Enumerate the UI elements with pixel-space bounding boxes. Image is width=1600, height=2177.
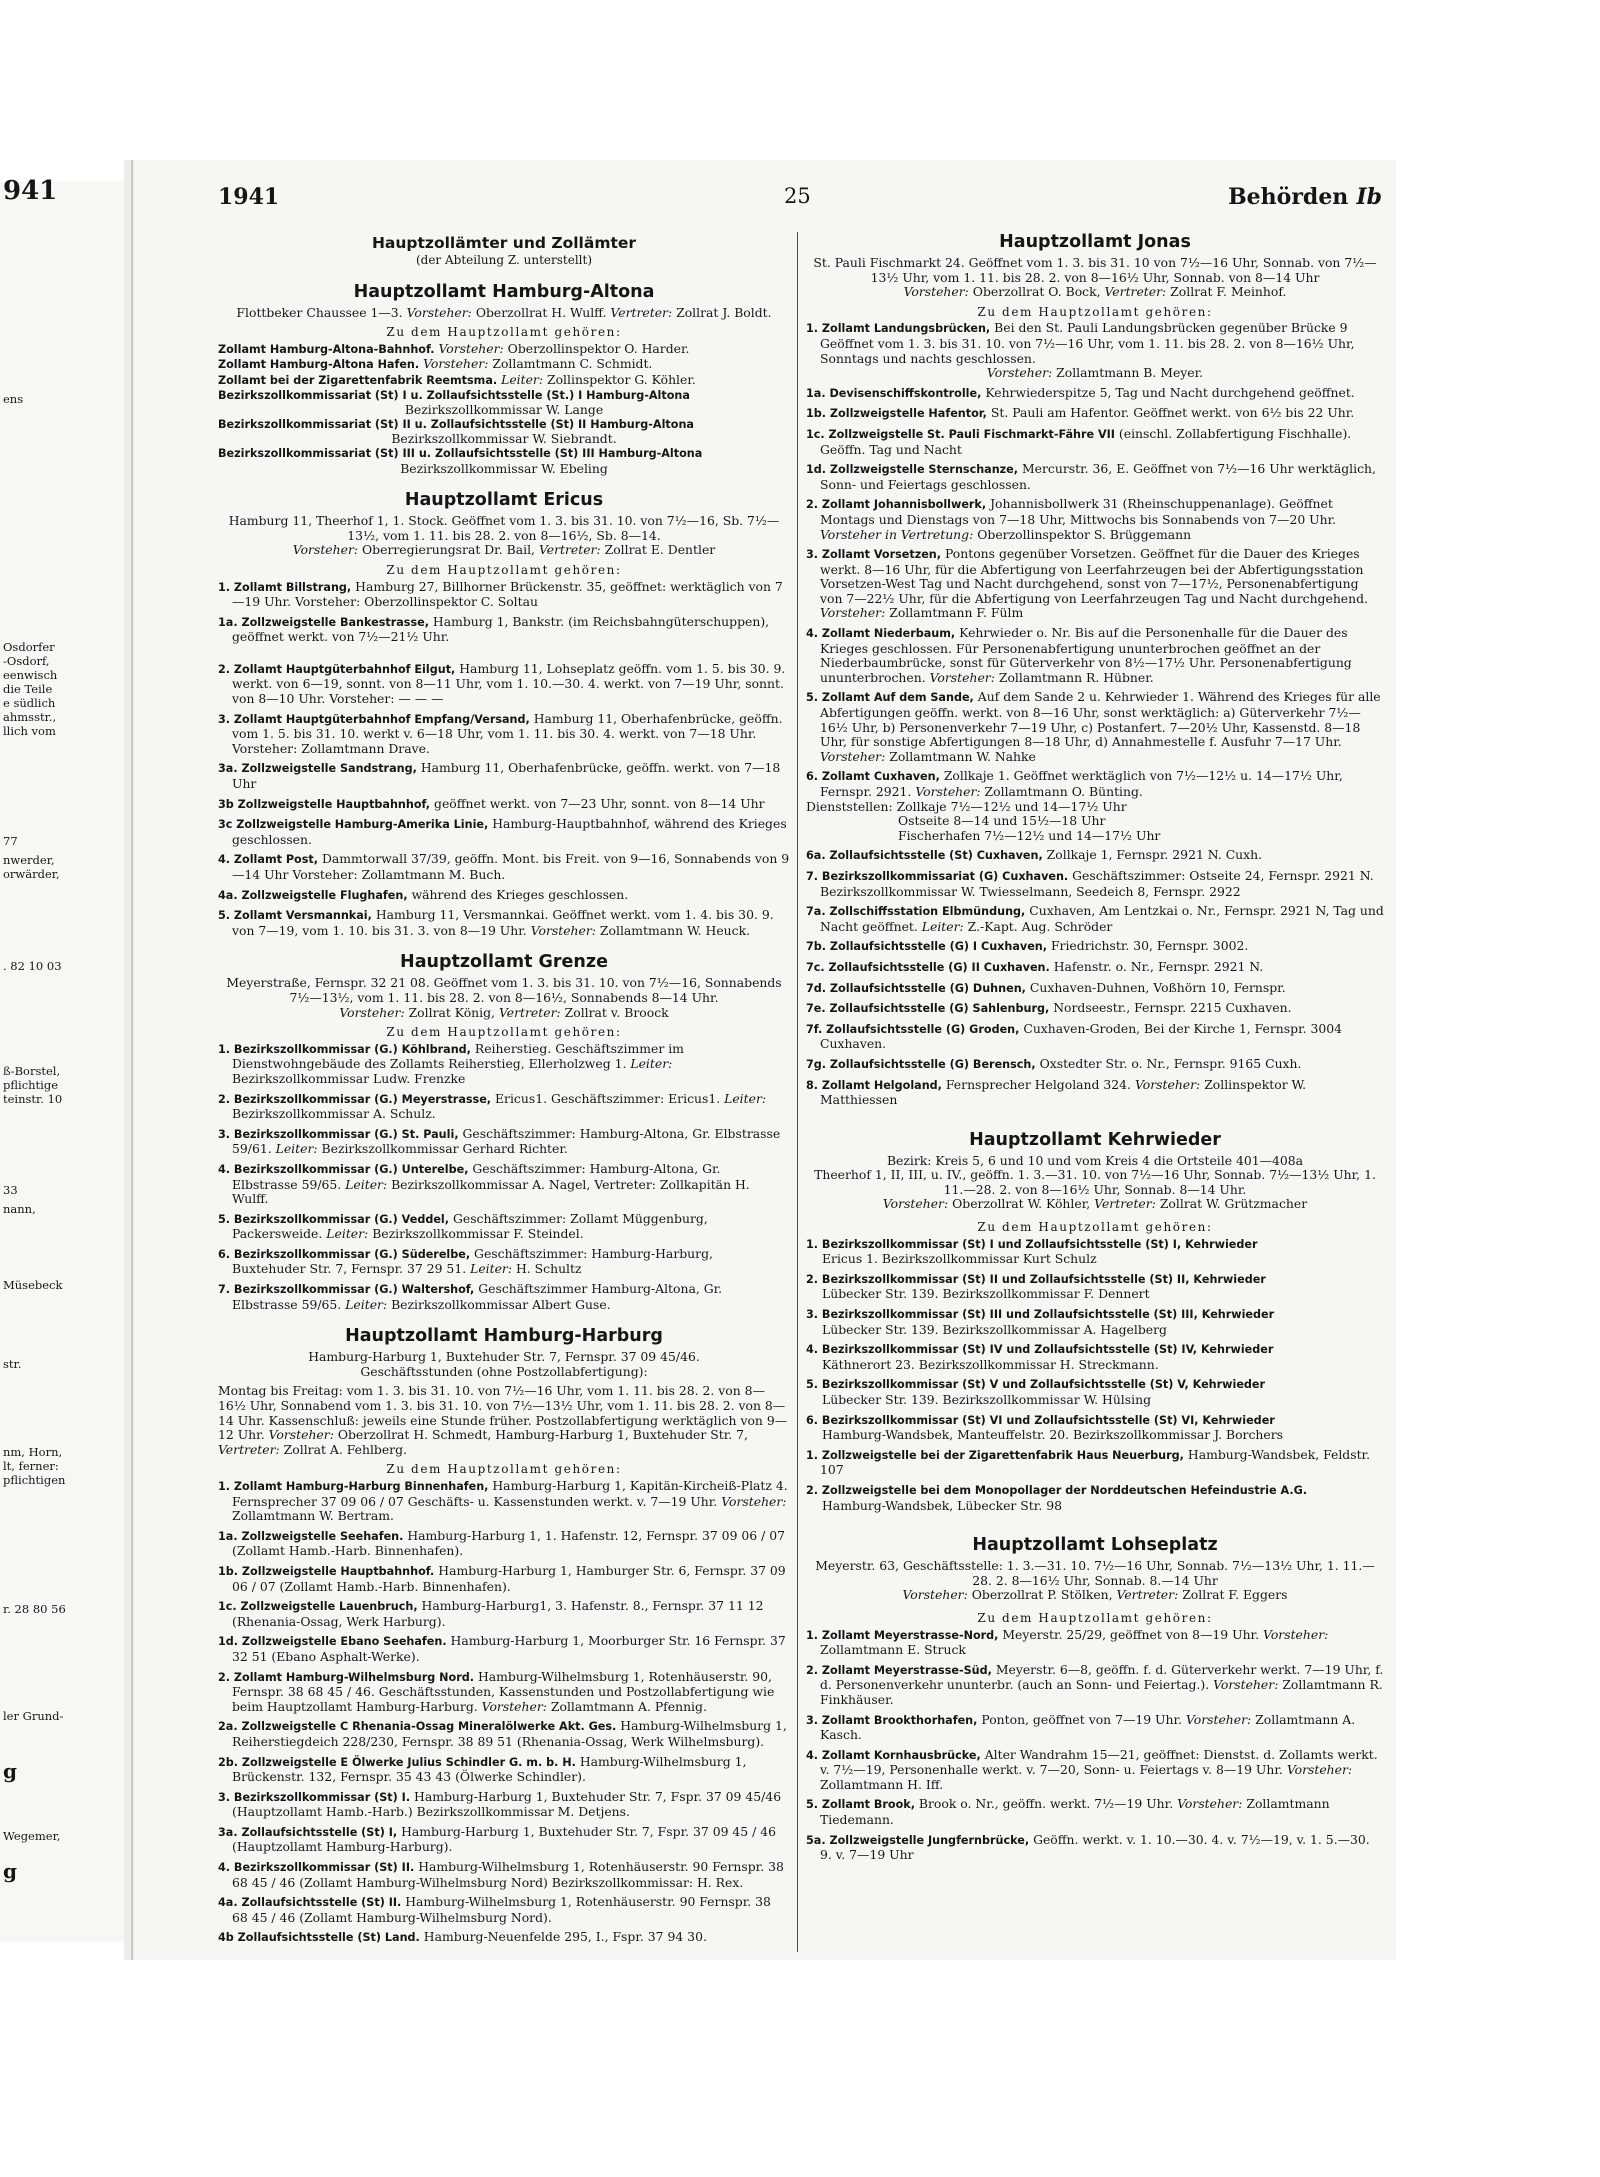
office-staff: Vorsteher: Zollrat König, Vertreter: Zollrat v. Broock bbox=[339, 1004, 669, 1020]
list-item: 3. Zollamt Vorsetzen, Pontons gegenüber Vorsetzen. Geöffnet für die Dauer des Krieges werkt. 8—16 Uhr, für die Abfertigung von Leerfahrzeugen bei der Abfertigungsstation Vorsetzen-West Tag und Nacht durchgehend, sonst von 7—17½, Personenabfertigung von 7—22½ Uhr, für die Abfertigung von Leerfahrzeugen Tag und Nacht durchgehend. Vorsteher: Zollamtmann F. Fülm bbox=[806, 546, 1368, 621]
list-item: 7e. Zollaufsichtsstelle (G) Sahlenburg, Nordseestr., Fernspr. 2215 Cuxhaven. bbox=[806, 1000, 1292, 1016]
list-item: 7. Bezirkszollkommissar (G.) Waltershof, Geschäftszimmer Hamburg-Altona, Gr. Elbstrasse 59/65. Leiter: Bezirkszollkommissar Albert Guse. bbox=[218, 1281, 723, 1312]
margin-fragment: g bbox=[3, 1859, 17, 1883]
margin-fragment: lt, ferner: bbox=[3, 1459, 59, 1473]
office-title: Hauptzollamt Hamburg-Altona bbox=[353, 281, 655, 302]
margin-fragment: -Osdorf, bbox=[3, 654, 50, 668]
list-item: 5. Bezirkszollkommissar (G.) Veddel, Geschäftszimmer: Zollamt Müggenburg, Packersweide. Leiter: Bezirkszollkommissar F. Steindel. bbox=[218, 1210, 708, 1242]
list-item: 1. Bezirkszollkommissar (St) I und Zollaufsichtsstelle (St) I, Kehrwieder Ericus 1. Bezirkszollkommissar Kurt Schulz bbox=[806, 1237, 1258, 1267]
office-title: Hauptzollamt Lohseplatz bbox=[972, 1535, 1218, 1556]
list-item: 1d. Zollzweigstelle Ebano Seehafen. Hamburg-Harburg 1, Moorburger Str. 16 Fernspr. 37 32 51 (Ebano Asphalt-Werke). bbox=[218, 1633, 786, 1664]
subordinate-heading: Zu dem Hauptzollamt gehören: bbox=[386, 1025, 622, 1040]
list-item: 5. Zollamt Auf dem Sande, Auf dem Sande 2 u. Kehrwieder 1. Während des Krieges für alle Abfertigungen geöffn. werkt. von 8—16 Uhr, sonst werktäglich: a) Güterverkehr 7½—16½ Uhr, b) Personenverkehr 7—19 Uhr, c) Postanfert. 7—20½ Uhr, Kassenstd. 8—18 Uhr, für sonstige Abfertigungen 8—18 Uhr, d) Annahmestelle f. Ausfuhr 7—17 Uhr. Vorsteher: Zollamtmann W. Nahke bbox=[806, 689, 1381, 764]
list-item: 4. Zollamt Kornhausbrücke, Alter Wandrahm 15—21, geöffnet: Dienstst. d. Zollamts werkt. v. 7½—19, Personenhalle werkt. v. 7—20, Sonn- u. Feiertags v. 8—19 Uhr. Vorsteher: Zollamtmann H. Iff. bbox=[806, 1746, 1378, 1792]
list-item: 1b. Zollzweigstelle Hauptbahnhof. Hamburg-Harburg 1, Hamburger Str. 6, Fernspr. 37 09 06 / 07 (Zollamt Hamb.-Harb. Binnenhafen). bbox=[218, 1562, 786, 1594]
list-item: 3. Zollamt Hauptgüterbahnhof Empfang/Versand, Hamburg 11, Oberhafenbrücke, geöffn. vom 1. 5. bis 31. 10. werkt v. 6—18 Uhr, vom 1. 11. bis 30. 4. werkt. von 7—18 Uhr. Vorsteher: Zollamtmann Drave. bbox=[218, 710, 783, 756]
list-item: 2b. Zollzweigstelle E Ölwerke Julius Schindler G. m. b. H. Hamburg-Wilhelmsburg 1, Brückenstr. 132, Fernspr. 35 43 43 (Ölwerke Schindler). bbox=[218, 1753, 747, 1785]
list-item: 5. Bezirkszollkommissar (St) V und Zollaufsichtsstelle (St) V, Kehrwieder Lübecker Str. 139. Bezirkszollkommissar W. Hülsing bbox=[806, 1378, 1266, 1407]
office-title: Hauptzollamt Jonas bbox=[999, 232, 1191, 252]
margin-fragment: e südlich bbox=[3, 696, 56, 710]
subordinate-heading: Zu dem Hauptzollamt gehören: bbox=[977, 1610, 1213, 1625]
list-item: 4a. Zollzweigstelle Flughafen, während des Krieges geschlossen. bbox=[218, 886, 629, 902]
margin-fragment: g bbox=[3, 1759, 17, 1783]
office-district: Bezirk: Kreis 5, 6 und 10 und vom Kreis 4 die Ortsteile 401—408a bbox=[886, 1152, 1304, 1168]
list-item: 1a. Zollzweigstelle Bankestrasse, Hamburg 1, Bankstr. (im Reichsbahngüterschuppen), geöffnet werkt. von 7½—21½ Uhr. bbox=[218, 613, 770, 645]
list-item: 5a. Zollzweigstelle Jungfernbrücke, Geöffn. werkt. v. 1. 10.—30. 4. v. 7½—19, v. 1. 5.—30. 9. v. 7—19 Uhr bbox=[806, 1831, 1370, 1863]
office-address: Theerhof 1, II, III, u. IV., geöffn. 1. 3.—31. 10. von 7½—16 Uhr, Sonnab. 7½—13½ Uhr, 1. 11.—28. 2. von 8—16½ Uhr, Sonnab. 8—14 Uhr. bbox=[814, 1167, 1376, 1197]
list-item: Zollamt bei der Zigarettenfabrik Reemtsma. Leiter: Zollinspektor G. Köhler. bbox=[218, 371, 696, 387]
list-item: 3. Bezirkszollkommissar (G.) St. Pauli, Geschäftszimmer: Hamburg-Altona, Gr. Elbstrasse 59/61. Leiter: Bezirkszollkommissar Gerhard Richter. bbox=[218, 1125, 781, 1157]
office-title: Hauptzollamt Grenze bbox=[400, 952, 608, 973]
list-item: 1a. Zollzweigstelle Seehafen. Hamburg-Harburg 1, 1. Hafenstr. 12, Fernspr. 37 09 06 / 07 (Zollamt Hamb.-Harb. Binnenhafen). bbox=[218, 1527, 785, 1559]
main-title: Hauptzollämter und Zollämter bbox=[371, 234, 637, 252]
list-item: 1. Zollzweigstelle bei der Zigarettenfabrik Haus Neuerburg, Hamburg-Wandsbek, Feldstr. 107 bbox=[806, 1446, 1371, 1478]
list-item: 7c. Zollaufsichtsstelle (G) II Cuxhaven. Hafenstr. o. Nr., Fernspr. 2921 N. bbox=[806, 958, 1264, 974]
list-item: 4. Bezirkszollkommissar (St) IV und Zollaufsichtsstelle (St) IV, Kehrwieder Käthnerort 23. Bezirkszollkommissar H. Streckmann. bbox=[806, 1343, 1274, 1372]
list-item: 4b Zollaufsichtsstelle (St) Land. Hamburg-Neuenfelde 295, I., Fspr. 37 94 30. bbox=[218, 1929, 707, 1945]
office-address: St. Pauli Fischmarkt 24. Geöffnet vom 1. 3. bis 31. 10 von 7½—16 Uhr, Sonnab. von 7½—13½ Uhr, vom 1. 11. bis 28. 2. von 8—16½ Uhr, Sonnab. von 8—14 Uhr bbox=[813, 255, 1377, 285]
office-staff: Vorsteher: Oberregierungsrat Dr. Bail, Vertreter: Zollrat E. Dentler bbox=[292, 542, 716, 558]
margin-fragment: ens bbox=[3, 392, 24, 406]
office-address: Meyerstraße, Fernspr. 32 21 08. Geöffnet vom 1. 3. bis 31. 10. von 7½—16, Sonnabends 7½—13½, vom 1. 11. bis 28. 2. von 8—16½, Sonnabends 8—14 Uhr. bbox=[226, 975, 782, 1005]
office-staff: Vorsteher: Oberzollrat O. Bock, Vertreter: Zollrat F. Meinhof. bbox=[903, 284, 1287, 300]
margin-fragment: ahmsstr., bbox=[3, 710, 57, 724]
margin-fragment: nann, bbox=[3, 1202, 36, 1216]
office-title: Hauptzollamt Kehrwieder bbox=[969, 1129, 1221, 1150]
list-item: 1. Zollamt Landungsbrücken, Bei den St. Pauli Landungsbrücken gegenüber Brücke 9 Geöffnet vom 1. 3. bis 31. 10. von 7½—16 Uhr, vom 1. 11. bis 28. 2. von 8—16½ Uhr, Sonntags und nachts geschlossen. Vorsteher: Zollamtmann B. Meyer. bbox=[806, 320, 1355, 381]
left-column bbox=[218, 228, 790, 1957]
list-item: 6. Bezirkszollkommissar (St) VI und Zollaufsichtsstelle (St) VI, Kehrwieder Hamburg-Wandsbek, Manteuffelstr. 20. Bezirkszollkommissar J. Borchers bbox=[806, 1413, 1283, 1443]
list-item: Zollamt Hamburg-Altona-Bahnhof. Vorsteher: Oberzollinspektor O. Harder. bbox=[218, 340, 690, 356]
office-staff: Vorsteher: Oberzollrat W. Köhler, Vertreter: Zollrat W. Grützmacher bbox=[882, 1196, 1308, 1212]
list-item: 4a. Zollaufsichtsstelle (St) II. Hamburg-Wilhelmsburg 1, Rotenhäuserstr. 90 Fernspr. 38 68 45 / 46 (Zollamt Hamburg-Wilhelmsburg Nord). bbox=[218, 1894, 771, 1925]
list-item: 1d. Zollzweigstelle Sternschanze, Mercurstr. 36, E. Geöffnet von 7½—16 Uhr werktäglich, Sonn- und Feiertags geschlossen. bbox=[806, 461, 1376, 492]
right-column bbox=[806, 228, 1384, 1957]
margin-fragment: ß-Borstel, bbox=[3, 1064, 61, 1078]
list-item: Bezirkszollkommissariat (St) I u. Zollaufsichtsstelle (St.) I Hamburg-Altona Bezirkszollkommissar W. Lange bbox=[218, 388, 690, 418]
margin-fragment: pflichtige bbox=[3, 1078, 59, 1092]
office-title: Hauptzollamt Ericus bbox=[404, 490, 604, 511]
list-item: 7g. Zollaufsichtsstelle (G) Berensch, Oxstedter Str. o. Nr., Fernspr. 9165 Cuxh. bbox=[806, 1055, 1302, 1071]
margin-fragment: ler Grund- bbox=[3, 1709, 64, 1723]
adjacent-page-strip bbox=[0, 176, 124, 1942]
margin-fragment: . 82 10 03 bbox=[3, 959, 62, 973]
list-item: 2. Bezirkszollkommissar (St) II und Zollaufsichtsstelle (St) II, Kehrwieder Lübecker Str. 139. Bezirkszollkommissar F. Dennert bbox=[806, 1272, 1266, 1302]
list-item: 1. Bezirkszollkommissar (G.) Köhlbrand, Reiherstieg. Geschäftszimmer im Dienstwohngebäude des Zollamts Reiherstieg, Ellerholzweg 1. Leiter: Bezirkszollkommissar Ludw. Frenzke bbox=[218, 1040, 684, 1086]
gutter-line bbox=[131, 160, 133, 1960]
list-item: 2. Bezirkszollkommissar (G.) Meyerstrasse, Ericus1. Geschäftszimmer: Ericus1. Leiter: Bezirkszollkommissar A. Schulz. bbox=[218, 1090, 767, 1122]
office-staff: Vorsteher: Oberzollrat P. Stölken, Vertreter: Zollrat F. Eggers bbox=[902, 1587, 1288, 1603]
list-item: 3c Zollzweigstelle Hamburg-Amerika Linie, Hamburg-Hauptbahnhof, während des Krieges geschlossen. bbox=[218, 816, 787, 847]
office-address: Hamburg-Harburg 1, Buxtehuder Str. 7, Fernspr. 37 09 45/46. bbox=[308, 1349, 700, 1365]
list-item: 1. Zollamt Hamburg-Harburg Binnenhafen, Hamburg-Harburg 1, Kapitän-Kircheiß-Platz 4. Fernsprecher 37 09 06 / 07 Geschäfts- u. Kassenstunden werkt. v. 7—19 Uhr. Vorsteher: Zollamtmann W. Bertram. bbox=[218, 1478, 788, 1524]
section-label: Behörden bbox=[1228, 184, 1349, 210]
list-item: 3. Zollamt Brookthorhafen, Ponton, geöffnet von 7—19 Uhr. Vorsteher: Zollamtmann A. Kasch. bbox=[806, 1711, 1356, 1743]
list-item: 3a. Zollaufsichtsstelle (St) I, Hamburg-Harburg 1, Buxtehuder Str. 7, Fspr. 37 09 45 / 46 (Hauptzollamt Hamburg-Harburg). bbox=[218, 1823, 776, 1855]
list-item: 2. Zollamt Johannisbollwerk, Johannisbollwerk 31 (Rheinschuppenanlage). Geöffnet Montags und Dienstags von 7—18 Uhr, Mittwochs bis Sonnabends von 7—20 Uhr. Vorsteher in Vertretung: Oberzollinspektor S. Brüggemann bbox=[806, 496, 1337, 542]
list-item: 5. Zollamt Brook, Brook o. Nr., geöffn. werkt. 7½—19 Uhr. Vorsteher: Zollamtmann Tiedemann. bbox=[806, 1796, 1330, 1828]
page-number: 25 bbox=[784, 184, 811, 208]
list-item: 7d. Zollaufsichtsstelle (G) Duhnen, Cuxhaven-Duhnen, Voßhörn 10, Fernspr. bbox=[806, 979, 1286, 995]
margin-fragment: 77 bbox=[3, 834, 18, 848]
margin-fragment: nm, Horn, bbox=[3, 1445, 63, 1459]
list-item: 4. Bezirkszollkommissar (St) II. Hamburg-Wilhelmsburg 1, Rotenhäuserstr. 90 Fernspr. 38 68 45 / 46 (Zollamt Hamburg-Wilhelmsburg Nord) Bezirkszollkommissar: H. Rex. bbox=[218, 1859, 784, 1890]
list-item: 7f. Zollaufsichtsstelle (G) Groden, Cuxhaven-Groden, Bei der Kirche 1, Fernspr. 3004 Cuxhaven. bbox=[806, 1020, 1343, 1052]
margin-fragment: 33 bbox=[3, 1183, 18, 1197]
list-item: Zollamt Hamburg-Altona Hafen. Vorsteher: Zollamtmann C. Schmidt. bbox=[218, 356, 653, 372]
list-item: 2. Zollamt Meyerstrasse-Süd, Meyerstr. 6—8, geöffn. f. d. Güterverkehr werkt. 7—19 Uhr, f. d. Personenverkehr ununterbr. (auch an Sonn- und Feiertag.). Vorsteher: Zollamtmann R. Finkhäuser. bbox=[806, 1661, 1384, 1707]
column-rule bbox=[797, 232, 798, 1952]
list-item: 2a. Zollzweigstelle C Rhenania-Ossag Mineralölwerke Akt. Ges. Hamburg-Wilhelmsburg 1, Reiherstiegdeich 228/230, Fernspr. 38 89 51 (Rhenania-Ossag, Werk Wilhelmsburg). bbox=[218, 1718, 787, 1749]
office-hours: Montag bis Freitag: vom 1. 3. bis 31. 10. von 7½—16 Uhr, vom 1. 11. bis 28. 2. von 8—16½ Uhr, Sonnabend vom 1. 3. bis 31. 10. von 7½—13½ Uhr, vom 1. 11. bis 28. 2. von 8—14 Uhr. Kassenschluß: jeweils eine Stunde früher. Postzollabfertigung werktäglich von 9—12 Uhr. Vorsteher: Oberzollrat H. Schmedt, Hamburg-Harburg 1, Buxtehuder Str. 7, Vertreter: Zollrat A. Fehlberg. bbox=[218, 1383, 788, 1457]
subordinate-heading: Zu dem Hauptzollamt gehören: bbox=[977, 1220, 1213, 1235]
list-item: 8. Zollamt Helgoland, Fernsprecher Helgoland 324. Vorsteher: Zollinspektor W. Matthiessen bbox=[806, 1076, 1307, 1108]
office-title: Hauptzollamt Hamburg-Harburg bbox=[345, 1326, 663, 1347]
list-item: 4. Zollamt Niederbaum, Kehrwieder o. Nr. Bis auf die Personenhalle für die Dauer des Krieges geschlossen. Für Personenabfertigung ununterbrochen geöffnet an der Niederbaumbrücke, sonst für Güterverkehr von 8½—17½ Uhr. Personenabfertigung ununterbrochen. Vorsteher: Zollamtmann R. Hübner. bbox=[806, 625, 1352, 685]
header-year: 1941 bbox=[218, 184, 280, 210]
list-item: Bezirkszollkommissariat (St) III u. Zollaufsichtsstelle (St) III Hamburg-Altona Bezirkszollkommissar W. Ebeling bbox=[218, 446, 703, 476]
margin-fragment: llich vom bbox=[3, 724, 56, 738]
margin-fragment: Wegemer, bbox=[3, 1829, 61, 1843]
subordinate-heading: Zu dem Hauptzollamt gehören: bbox=[386, 325, 622, 340]
margin-fragment: teinstr. 10 bbox=[3, 1092, 63, 1106]
list-item: Bezirkszollkommissariat (St) II u. Zollaufsichtsstelle (St) II Hamburg-Altona Bezirkszollkommissar W. Siebrandt. bbox=[218, 417, 694, 447]
margin-fragment: pflichtigen bbox=[3, 1473, 66, 1487]
list-item: 2. Zollamt Hamburg-Wilhelmsburg Nord. Hamburg-Wilhelmsburg 1, Rotenhäuserstr. 90, Fernspr. 38 68 45 / 46. Geschäftsstunden, Kassenstunden und Postzollabfertigung wie beim Hauptzollamt Hamburg-Harburg. Vorsteher: Zollamtmann A. Pfennig. bbox=[218, 1668, 775, 1714]
list-item: 1c. Zollzweigstelle Lauenbruch, Hamburg-Harburg1, 3. Hafenstr. 8., Fernspr. 37 11 12 (Rhenania-Ossag, Werk Harburg). bbox=[218, 1598, 764, 1629]
main-subtitle: (der Abteilung Z. unterstellt) bbox=[415, 253, 593, 267]
margin-fragment: Osdorfer bbox=[3, 640, 55, 654]
margin-fragment: nwerder, bbox=[3, 853, 55, 867]
list-item: 3b Zollzweigstelle Hauptbahnhof, geöffnet werkt. von 7—23 Uhr, sonnt. von 8—14 Uhr bbox=[218, 795, 765, 811]
margin-fragment: die Teile bbox=[3, 682, 53, 696]
list-item: 6a. Zollaufsichtsstelle (St) Cuxhaven, Zollkaje 1, Fernspr. 2921 N. Cuxh. bbox=[806, 847, 1263, 863]
office-address: Meyerstr. 63, Geschäftsstelle: 1. 3.—31. 10. 7½—16 Uhr, Sonnab. 7½—13½ Uhr, 1. 11.—28. 2. 8—16½ Uhr, Sonnab. 8.—14 Uhr bbox=[815, 1558, 1375, 1588]
margin-fragment: str. bbox=[3, 1357, 22, 1371]
subordinate-heading: Zu dem Hauptzollamt gehören: bbox=[386, 1462, 622, 1477]
margin-fragment: 941 bbox=[3, 176, 58, 206]
section-mark: Ib bbox=[1356, 184, 1382, 210]
list-item: 3a. Zollzweigstelle Sandstrang, Hamburg 11, Oberhafenbrücke, geöffn. werkt. von 7—18 Uhr bbox=[218, 760, 781, 792]
list-item: 3. Bezirkszollkommissar (St) III und Zollaufsichtsstelle (St) III, Kehrwieder Lübecker Str. 139. Bezirkszollkommissar A. Hagelberg bbox=[806, 1308, 1275, 1337]
list-item: 7a. Zollschiffsstation Elbmündung, Cuxhaven, Am Lentzkai o. Nr., Fernspr. 2921 N, Tag und Nacht geöffnet. Leiter: Z.-Kapt. Aug. Schröder bbox=[806, 903, 1384, 934]
margin-fragment: r. 28 80 56 bbox=[3, 1602, 66, 1616]
list-item: 4. Zollamt Post, Dammtorwall 37/39, geöffn. Mont. bis Freit. von 9—16, Sonnabends von 9—14 Uhr Vorsteher: Zollamtmann M. Buch. bbox=[218, 851, 790, 882]
margin-fragment: eenwisch bbox=[3, 668, 58, 682]
list-item: 1c. Zollzweigstelle St. Pauli Fischmarkt-Fähre VII (einschl. Zollabfertigung Fischhalle). Geöffn. Tag und Nacht bbox=[806, 425, 1352, 457]
office-address: Flottbeker Chaussee 1—3. Vorsteher: Oberzollrat H. Wulff. Vertreter: Zollrat J. Boldt. bbox=[236, 304, 772, 320]
list-item: 2. Zollamt Hauptgüterbahnhof Eilgut, Hamburg 11, Lohseplatz geöffn. vom 1. 5. bis 30. 9. werkt. von 6—19, sonnt. von 8—11 Uhr, vom 1. 10.—30. 4. werkt. von 7—19 Uhr, sonnt. von 8—10 Uhr. Vorsteher: — — — bbox=[218, 660, 786, 707]
section-heading bbox=[1228, 184, 1382, 210]
page-header bbox=[218, 180, 1388, 216]
list-item: 4. Bezirkszollkommissar (G.) Unterelbe, Geschäftszimmer: Hamburg-Altona, Gr. Elbstrasse 59/65. Leiter: Bezirkszollkommissar A. Nagel, Vertreter: Zollkapitän H. Wulff. bbox=[218, 1160, 750, 1207]
list-item: 5. Zollamt Versmannkai, Hamburg 11, Versmannkai. Geöffnet werkt. vom 1. 4. bis 30. 9. von 7—19, vom 1. 10. bis 31. 3. von 8—19 Uhr. Vorsteher: Zollamtmann W. Heuck. bbox=[218, 907, 774, 938]
list-item: 1a. Devisenschiffskontrolle, Kehrwiederspitze 5, Tag und Nacht durchgehend geöffnet. bbox=[806, 384, 1355, 400]
list-item: 6. Bezirkszollkommissar (G.) Süderelbe, Geschäftszimmer: Hamburg-Harburg, Buxtehuder Str. 7, Fernspr. 37 29 51. Leiter: H. Schultz bbox=[218, 1245, 713, 1277]
subordinate-heading: Zu dem Hauptzollamt gehören: bbox=[977, 304, 1213, 319]
list-item: 3. Bezirkszollkommissar (St) I. Hamburg-Harburg 1, Buxtehuder Str. 7, Fspr. 37 09 45/46 (Hauptzollamt Hamb.-Harb.) Bezirkszollkommissar M. Detjens. bbox=[218, 1788, 782, 1820]
margin-fragment: orwärder, bbox=[3, 867, 60, 881]
list-item: 6. Zollamt Cuxhaven, Zollkaje 1. Geöffnet werktäglich von 7½—12½ u. 14—17½ Uhr, Fernspr. 2921. Vorsteher: Zollamtmann O. Bünting. Dienststellen: Zollkaje 7½—12½ und 14—17½ Uhr Ostseite 8—14 und 15½—18 Uhr Fischerhafen 7½—12½ und 14—17½ Uhr bbox=[806, 768, 1343, 843]
subordinate-heading: Zu dem Hauptzollamt gehören: bbox=[386, 562, 622, 577]
margin-fragment: Müsebeck bbox=[3, 1278, 63, 1292]
list-item: 1. Zollamt Billstrang, Hamburg 27, Billhorner Brückenstr. 35, geöffnet: werktäglich von 7—19 Uhr. Vorsteher: Oberzollinspektor C. Soltau bbox=[218, 578, 783, 610]
list-item: 1. Zollamt Meyerstrasse-Nord, Meyerstr. 25/29, geöffnet von 8—19 Uhr. Vorsteher: Zollamtmann E. Struck bbox=[806, 1626, 1329, 1658]
list-item: 7. Bezirkszollkommissariat (G) Cuxhaven. Geschäftszimmer: Ostseite 24, Fernspr. 2921 N. Bezirkszollkommissar W. Twiesselmann, Seedeich 8, Fernspr. 2922 bbox=[806, 867, 1374, 899]
office-hours-heading: Geschäftsstunden (ohne Postzollabfertigung): bbox=[360, 1363, 648, 1379]
list-item: 1b. Zollzweigstelle Hafentor, St. Pauli am Hafentor. Geöffnet werkt. von 6½ bis 22 Uhr. bbox=[806, 405, 1355, 421]
list-item: 7b. Zollaufsichtsstelle (G) I Cuxhaven, Friedrichstr. 30, Fernspr. 3002. bbox=[806, 938, 1249, 954]
office-address: Hamburg 11, Theerhof 1, 1. Stock. Geöffnet vom 1. 3. bis 31. 10. von 7½—16, Sb. 7½—13½, vom 1. 11. bis 28. 2. von 8—16½, Sb. 8—14. bbox=[228, 513, 780, 543]
list-item: 2. Zollzweigstelle bei dem Monopollager der Norddeutschen Hefeindustrie A.G. Hamburg-Wandsbek, Lübecker Str. 98 bbox=[806, 1483, 1308, 1513]
